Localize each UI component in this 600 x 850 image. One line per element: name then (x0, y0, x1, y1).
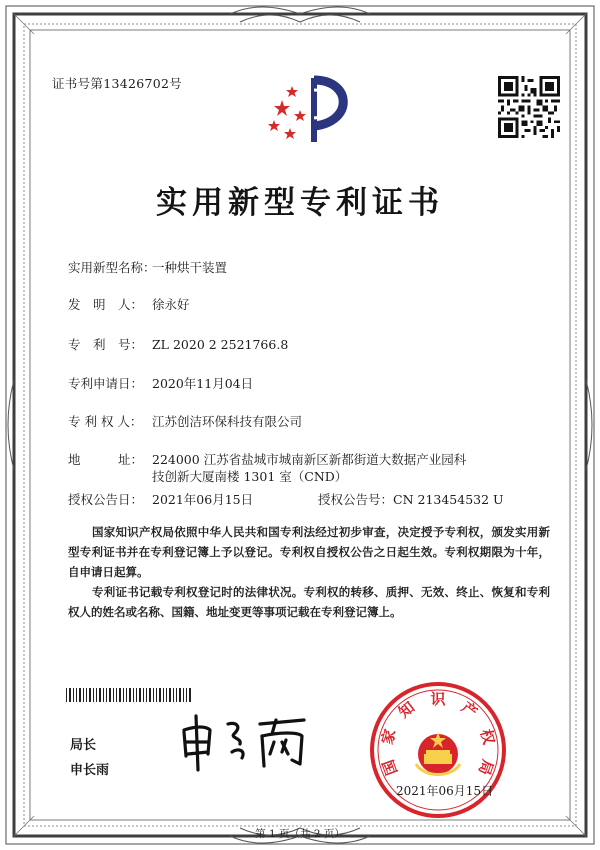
patent-number-value: ZL 2020 2 2521766.8 (152, 337, 289, 352)
statement-paragraph-2: 专利证书记载专利权登记时的法律状况。专利权的转移、质押、无效、终止、恢复和专利权人的姓名或名称、国籍、地址变更等事项记载在专利登记簿上。 (68, 585, 550, 619)
svg-text:识: 识 (430, 690, 446, 708)
svg-text:局: 局 (474, 757, 497, 778)
address-row (68, 450, 466, 468)
filing-date-label: 专利申请日： (68, 376, 144, 391)
svg-text:产: 产 (457, 698, 481, 722)
address-label: 地 址： (68, 452, 144, 467)
patent-number-label: 专 利 号： (68, 337, 144, 352)
svg-text:权: 权 (476, 727, 498, 747)
cnipa-logo-icon (262, 70, 354, 150)
grant-number-value: CN 213454532 U (393, 492, 504, 507)
qr-code-icon (498, 76, 560, 138)
svg-text:国: 国 (379, 757, 402, 778)
seal-date: 2021年06月15日 (396, 784, 494, 798)
statement-paragraph-1: 国家知识产权局依照中华人民共和国专利法经过初步审查，决定授予专利权，颁发实用新型专利证书并在专利登记簿上予以登记。专利权自授权公告之日起生效。专利权期限为十年，自申请日起算。 (68, 525, 550, 579)
patentee-row (68, 412, 302, 430)
utility-model-name-value: 一种烘干装置 (152, 260, 228, 275)
barcode-icon (66, 688, 192, 702)
grant-number-row (318, 490, 504, 508)
patent-number-row (68, 335, 288, 353)
signatory-name: 申长雨 (70, 763, 110, 778)
inventor-value: 徐永好 (152, 297, 190, 312)
grant-date-row (68, 490, 253, 508)
official-seal (368, 680, 508, 820)
svg-text:家: 家 (378, 727, 400, 747)
grant-date-value: 2021年06月15日 (152, 492, 254, 507)
grant-date-label: 授权公告日： (68, 492, 144, 507)
inventor-label: 发 明 人： (68, 297, 144, 312)
address-line-1: 224000 江苏省盐城市城南新区新都街道大数据产业园科 (152, 452, 467, 467)
grant-number-label: 授权公告号： (318, 492, 394, 507)
page-number: 第 1 页（共 2 页） (255, 828, 345, 840)
utility-model-name-row (68, 258, 227, 276)
address-line-2: 技创新大厦南楼 1301 室（CND） (152, 469, 348, 484)
utility-model-name-label: 实用新型名称： (68, 260, 156, 275)
signatory-role: 局长 (70, 738, 97, 753)
patentee-label: 专 利 权 人： (68, 414, 143, 429)
filing-date-row (68, 374, 253, 392)
patentee-value: 江苏创洁环保科技有限公司 (152, 414, 303, 429)
handwritten-signature (176, 704, 316, 776)
certificate-number: 证书号第13426702号 (52, 76, 183, 91)
filing-date-value: 2020年11月04日 (152, 376, 254, 391)
certificate-title: 实用新型专利证书 (156, 185, 444, 221)
inventor-row (68, 295, 190, 313)
svg-text:知: 知 (395, 698, 419, 722)
